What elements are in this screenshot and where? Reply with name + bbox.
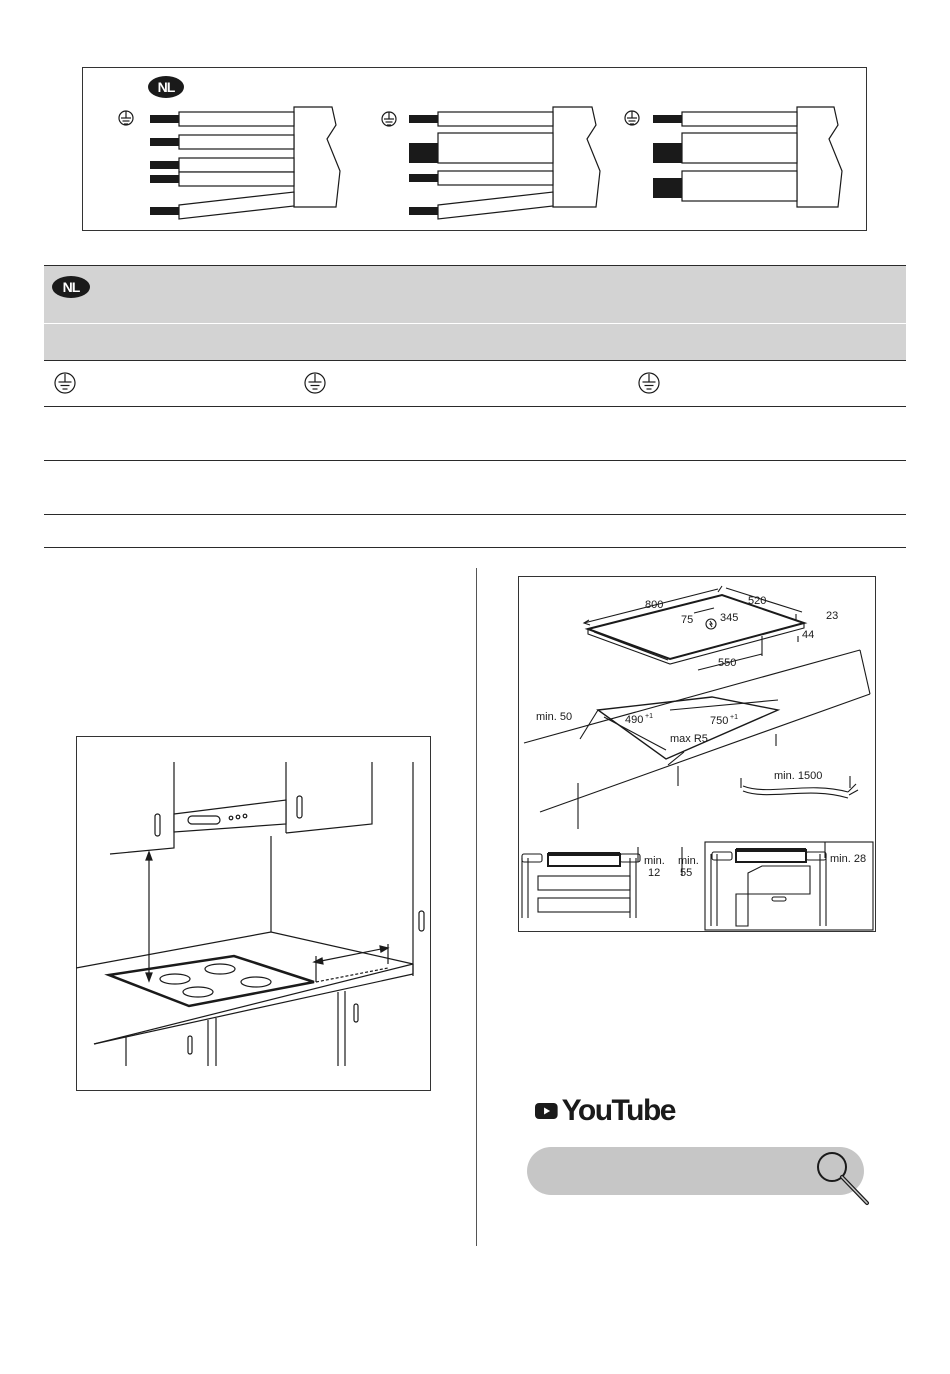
dim-thickness-total: 44 — [802, 629, 815, 641]
magnifier-icon[interactable] — [812, 1148, 872, 1208]
nl-country-badge: NL — [148, 76, 184, 98]
dim-cutout-width-tolerance: +1 — [730, 714, 738, 721]
youtube-play-icon — [535, 1095, 558, 1127]
dim-thickness-top: 23 — [826, 610, 839, 622]
earth-icon — [53, 371, 77, 395]
table-subheader-band — [44, 324, 906, 360]
table-top-rule — [44, 265, 906, 266]
dim-min-28: min. 28 — [830, 853, 867, 865]
dim-min-55-value: 55 — [680, 867, 693, 879]
table-rule — [44, 360, 906, 361]
dim-cutout-depth-tolerance: +1 — [645, 713, 653, 720]
dim-min-cable: min. 1500 — [774, 770, 823, 782]
dim-plug-left: 75 — [681, 614, 694, 626]
dim-min-12-label: min. — [644, 855, 665, 867]
youtube-logo-text: YouTube — [561, 1094, 675, 1127]
dim-front-offset: 550 — [718, 657, 737, 669]
dim-cutout-depth: 490 — [625, 714, 644, 726]
earth-icon — [382, 112, 396, 126]
dim-plug-right: 345 — [720, 612, 739, 624]
earth-icon — [119, 111, 133, 125]
table-rule — [44, 406, 906, 407]
dim-cutout-width: 750 — [710, 715, 729, 727]
installation-dimensions-illustration — [518, 576, 876, 932]
dim-min-55-label: min. — [678, 855, 699, 867]
nl-table-badge: NL — [52, 276, 90, 298]
table-rule — [44, 323, 906, 324]
table-rule — [44, 514, 906, 515]
dim-width: 800 — [645, 599, 664, 611]
earth-icon — [625, 111, 639, 125]
wiring-diagram — [82, 67, 867, 231]
dim-radius: max R5 — [670, 733, 708, 745]
table-header-band — [44, 266, 906, 323]
kitchen-clearance-illustration — [76, 736, 431, 1091]
youtube-logo[interactable] — [535, 1094, 675, 1128]
column-divider — [476, 568, 477, 1246]
earth-icon — [637, 371, 661, 395]
table-rule — [44, 460, 906, 461]
dim-depth: 520 — [748, 595, 767, 607]
dim-min-edge: min. 50 — [536, 711, 573, 723]
dim-min-12-value: 12 — [648, 867, 661, 879]
earth-icon — [303, 371, 327, 395]
table-rule — [44, 547, 906, 548]
